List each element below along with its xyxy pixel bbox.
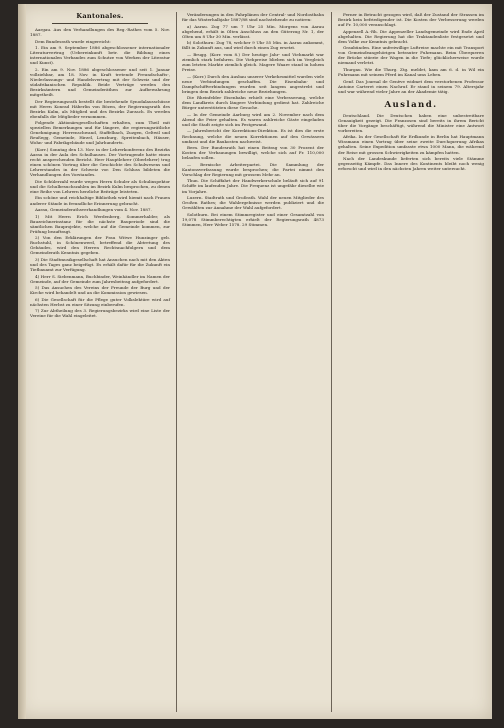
paragraph: Die Schülerzahl wurde wegen Herrn Schuler als Schulinspektor und die Schulbesuchszahlen im Bezirk Kulm besprochen, zu denen eine Reihe von Lehrern herzliche Beiträge leisteten. <box>30 178 170 194</box>
paragraph: — Brugg. (Korr. vom 8.) Der heutige Jahr- und Viehmarkt war ziemlich stark befahren. Die Viehpreise blieben sich im Vergleich zum letzten Markte ziemlich gleich. Magere Waare stand in hohem Preise. <box>182 51 324 72</box>
column-2 <box>182 12 324 228</box>
section-heading: Kantonales. <box>76 12 124 20</box>
paragraph: — (Korr.) Durch den Ausbau unserer Verkehrsmittel wurden viele neue Verbindungen geschaffen. Die Eisenbahn- und Dampfschiffverbindungen wurden seit langem angestrebt und bringen dem Bezirk zahlreiche neue Beziehungen. <box>182 73 324 94</box>
paragraph: 3) Die Stadtmusikgesellschaft hat Ansuchen nach mit den Akten und des Tages ganz beigefügt. Es erhält dafür für die Zukunft ein Tiefbauamt zur Verfügung. <box>30 256 170 273</box>
paragraph: Genf. Das Journal de Genève widmet dem verstorbenen Professor Antoine Carteret einen Nachruf. Er stand in seinem 79. Altersjahr und war während vieler Jahre an der Akademie tätig. <box>338 78 484 94</box>
paragraph: (Korr.) Sonntag den 13. Nov. in der Lehrerkonferenz des Bezirks Aarau in der Aula des Schulhauses. Der Vortragende hatte einen recht ansprechenden Bericht. Herr Hauptlehrer (Oberlehrer) trug einen schönen Vortrag über die Geschichte des Schulwesens und Lehrerstandes in der Schweiz vor. Den Schluss bildeten die Verhandlungen des Vorstandes. <box>30 147 170 178</box>
section-heading-ausland: Ausland. <box>384 99 438 110</box>
paragraph: — Jahresbericht der Korrektions-Direktion. Es ist dies die erste Rechnung, welche die neuen Korrektionen auf den Gewässern umfasst und die Baukosten nachweist. <box>182 128 324 144</box>
column-3 <box>338 12 484 173</box>
paragraph: Graubünden. Eine unfreiwillige Luftreise machte ein mit Transport von Gemeindeangehörigen betrauter Fuhrmann. Beim Überqueren der Brücke stürzte der Wagen in die Tiefe; glücklicherweise wurde niemand verletzt. <box>338 45 484 66</box>
paragraph: Thurgau. Wie die Thurg. Ztg. meldet, kam am 6. d. in Wil ein Fuhrmann mit seinem Pferd im Kanal ums Leben. <box>338 66 484 78</box>
paragraph: Bern. Der Bundesrath hat einen Beitrag von 30 Prozent der Kosten der Verbauungen bewilligt, welche sich auf Fr. 110,000 belaufen sollen. <box>182 145 324 161</box>
paragraph: 7) Zur Abtheilung des 3. Regierungsbezirks wird eine Liste der Vereine für die Wahl eingeleitet. <box>30 308 170 319</box>
paragraph: Veränderungen in den Fahrplänen der Central- und Nordostbahn für das Winterhalbjahr 1887/88 sind nachstehende zu notiren: <box>182 12 324 23</box>
column-rule <box>331 12 332 712</box>
paragraph: Dem Bundesrath wurde eingereicht: <box>35 38 111 44</box>
paragraph: b) Solothurn: Zug 78, welcher 9 Uhr 55 Min. in Aarau ankommt, fällt in Zukunft aus, und wird durch einen Zug ersetzt. <box>182 40 324 51</box>
paragraph: — Bernische Arbeiterpartei. Die Sammlung der Kantonsverfassung wurde besprochen; die Partei nimmt den Vorschlag der Regierung mit grossem Mehr an. <box>182 161 324 177</box>
paragraph: Nach der Landeskunde lieferten sich bereits viele Stämme gegenseitig Kämpfe. Das Innere des Kontinents bleibt noch wenig erforscht und wird in den nächsten Jahren weiter untersucht. <box>338 156 484 172</box>
paragraph: 6) Die Gesellschaft für die Pflege guter Volkslektüre wird auf nächsten Herbst zu einer Sitzung einberufen. <box>30 296 170 307</box>
paragraph: Der Regierungsrath bestellt die bestehende Synodalausschüsse mit Herrn Konrad Häberlin von Bözen, der Regierungsrath des Bezirks Kulm, als Mitglied und des Bezirks Zurzach. Es werden ebenfalls die Mitglieder vernommen. <box>30 98 170 119</box>
paragraph: 2) Von den Erklärungen der Frau Witwe Hunzinger geb. Ruchstuhl, in Schönenwerd, betreffend die Abtretung des Gebäudes, wird den Herren Rechtsnachfolgern und dem Gemeinderath Kenntnis gegeben. <box>30 235 170 256</box>
paragraph: 2. Ein am 9. Nov. 1886 abgeschlossener und seit 1. Januar vollziehbar, am 18. Nov. in Kraft tretende Freundschafts-, Niederlassungs- und Handelsvertrag mit der Schweiz und der südafrikanischen Republik. Beide Verträge werden den Bezirksämtern und Gemeinderäthen zur Aufbewahrung mitgetheilt. <box>30 66 170 98</box>
paragraph: a) Aarau. Zug 77 um 7 Uhr 25 Min. Morgens von Aarau abgehend, erhält in Olten Anschluss an den Güterzug Nr. 1, der Olten um 8 Uhr 30 Min. verlässt. <box>182 23 324 39</box>
paragraph: — In der Gemeinde Aarburg wird am 2. November nach dem Abend die Feier gehalten. Es waren zahlreiche Gäste eingeladen und die Stadt zeigte sich im Festgewand. <box>182 111 324 127</box>
paragraph: Afrika. In der Gesellschaft für Erdkunde in Berlin hat Hauptmann Wissmann einen Vortrag über seine zweite Durchquerung Afrikas gehalten. Seine Expedition umfasste etwa 1000 Mann, die während der Reise mit grossen Schwierigkeiten zu kämpfen hatten. <box>338 134 484 155</box>
paragraph: Die Rheinfelder Eisenbahn erhielt eine Verbesserung, welche dem Landkreis durch längere Verbindung gedient hat. Zahlreiche Bürger unterstützten diese Gesuche. <box>182 95 324 111</box>
heading-rule <box>52 23 148 24</box>
column-rule <box>176 12 177 712</box>
paragraph: 5) Das Ansuchen des Vereins der Freunde der Burg und der Kirche wird behandelt und an die Kommission gewiesen. <box>30 285 170 296</box>
paragraph: Solothurn. Bei einem Stimmregister und einer Gesamtzahl von 19,078 Stimmberechtigten erhielt der Regierungsrath 4873 Stimmen, Herr Weber 1578. 29 Stimmen. <box>182 211 324 227</box>
page-binding-edge <box>18 4 26 719</box>
newspaper-page <box>18 4 492 719</box>
paragraph: Folgende Aktionärsgesellschaften erhalten, zum Theil mit speziellen Bemerkungen und für längere, die regierungsrätliche Genehmigung: Herrenschwand, Staffelbach, Zuzgen, Geltwil und Reußegg, Gemeinde, Hirzel, Lenzburg, Spreitenbach, Häuser, Wohn- und Fabrikgebäude und Jahrhunderts. <box>30 120 170 146</box>
paragraph: Luzern. Stadtrath und Großrath. Wahl der neuen Mitglieder des Großen Rathes; die Wahlergebnisse werden publiziert und die Gewählten zur Annahme der Wahl aufgefordert. <box>182 195 324 211</box>
paragraph: 1) Mit Herrn Erich Werdenberg, Sommerhalder, als Bauzeichnerinstanz für die nächste Bauperiode sind die sämtlichen Bauprojekte, welche auf die Gemeinde kommen, zur Prüfung beauftragt. <box>30 213 170 234</box>
paragraph: Deutschland. Die Deutschen haben eine unbestreitbare Genauigkeit gezeigt. Die Franzosen sind bereits in ihrem Bericht über die Vorgänge beschäftigt, während die Minister eine Antwort vorbereiten. <box>338 112 484 133</box>
paragraph: 4) Herr S. Siebenmann, Buchbinder, Weinhändler im Namen der Gemeinde, auf der Gemeinde zum Jahresbeitrag aufgefordert. <box>30 273 170 284</box>
column-1 <box>30 12 170 320</box>
paragraph: Appenzell A.-Rh. Die Appenzeller Landsgemeinde wird Ende April abgehalten. Die Regierung hat die Traktandenliste festgesetzt und dem Volke zur Kenntnis gebracht. <box>338 28 484 44</box>
paragraph: 1. Ein am 9. September 1886 abgeschlossener internationaler Literaturvertrag (Uebereinkunft betr. die Bildung eines internationalen Verbandes zum Schutze von Werken der Literatur und Kunst). <box>30 45 170 66</box>
paragraph: Ein schöne und reichhaltige Bibliothek wird hiemit nach Frauen anderer Stände in freundliche Erinnerung gebracht. <box>30 195 170 206</box>
paragraph: Aarau, Gemeinderathsverhandlungen vom 4. Nov. 1887. <box>35 207 152 213</box>
paragraph: Ferner in Betracht gezogen wird, daß der Zustand der Strassen im Bezirk kein befriedigender ist. Die Kosten der Verbesserung werden auf Fr. 10,000 veranschlagt. <box>338 12 484 28</box>
paragraph: Thun. Die Schiffahrt der Handwerkerschule beläuft sich auf 91 Schiffe im laufenden Jahre. Die Frequenz ist ungefähr dieselbe wie im Vorjahre. <box>182 178 324 194</box>
paragraph: Aargau. Aus den Verhandlungen des Reg.-Rathes vom 5. Nov. 1887. <box>30 27 170 38</box>
